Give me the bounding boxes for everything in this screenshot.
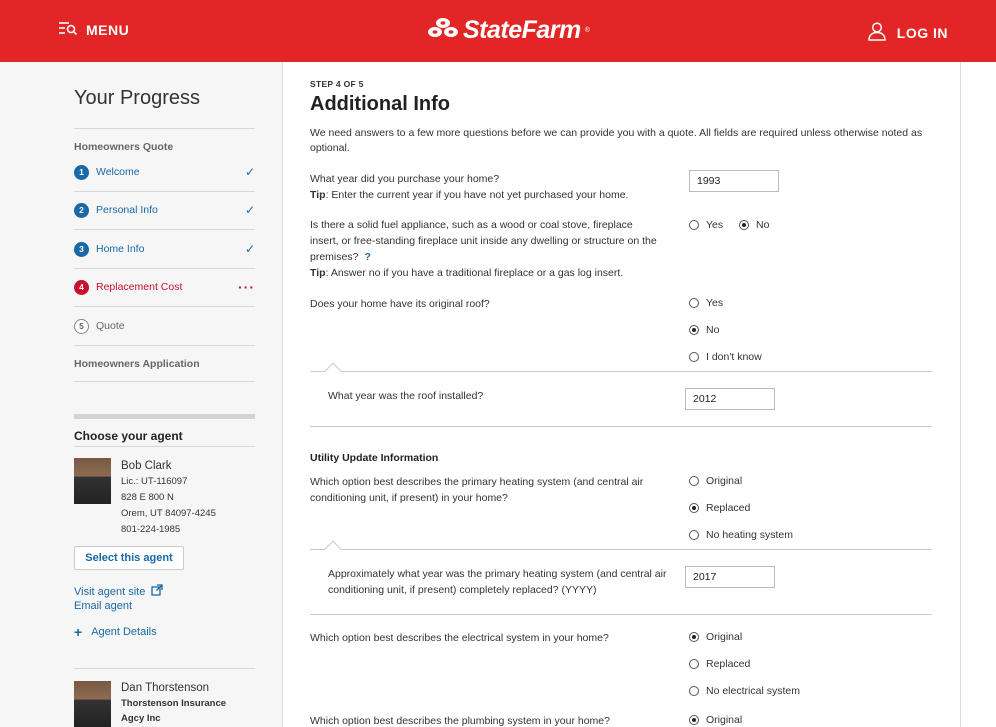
divider bbox=[74, 446, 255, 447]
step-label: Home Info bbox=[96, 243, 145, 255]
divider bbox=[74, 345, 255, 346]
original-roof-question: Does your home have its original roof? bbox=[310, 298, 490, 310]
step-quote bbox=[74, 316, 255, 336]
radio-label: Yes bbox=[706, 297, 724, 309]
visit-agent-site-label: Visit agent site bbox=[74, 585, 146, 598]
agent-photo bbox=[74, 458, 111, 504]
plus-icon: + bbox=[74, 624, 83, 640]
agent-name: Dan Thorstenson bbox=[121, 682, 210, 694]
roof-year-question: What year was the roof installed? bbox=[328, 390, 484, 402]
solid-fuel-question bbox=[310, 217, 660, 281]
step-label: Replacement Cost bbox=[96, 281, 183, 293]
radio-circle bbox=[689, 659, 699, 669]
radio-circle bbox=[689, 220, 699, 230]
radio-label: No electrical system bbox=[706, 685, 800, 697]
radio-label: Replaced bbox=[706, 658, 751, 670]
roof-dont-know-radio[interactable] bbox=[689, 351, 762, 363]
external-link-icon bbox=[151, 584, 163, 599]
question-text: What year did you purchase your home? bbox=[310, 173, 500, 185]
plumbing-original-radio[interactable] bbox=[689, 714, 742, 726]
quote-section-label: Homeowners Quote bbox=[74, 141, 174, 153]
step-number: 5 bbox=[74, 319, 89, 334]
radio-circle bbox=[689, 325, 699, 335]
divider bbox=[74, 268, 255, 269]
step-welcome[interactable] bbox=[74, 162, 255, 182]
solid-fuel-yes-radio[interactable] bbox=[689, 219, 723, 231]
brand-name: StateFarm bbox=[463, 16, 581, 44]
step-number: 1 bbox=[74, 165, 89, 180]
follow-up-divider bbox=[310, 371, 932, 372]
radio-label: Yes bbox=[706, 219, 724, 231]
choose-agent-heading: Choose your agent bbox=[74, 429, 183, 443]
section-divider bbox=[310, 426, 932, 427]
radio-circle bbox=[689, 686, 699, 696]
radio-label: Replaced bbox=[706, 502, 751, 514]
roof-year-input[interactable] bbox=[685, 388, 775, 410]
electrical-original-radio[interactable] bbox=[689, 631, 742, 643]
agent-details-toggle[interactable] bbox=[74, 624, 157, 640]
step-label: Quote bbox=[96, 320, 125, 332]
heating-replaced-radio[interactable] bbox=[689, 502, 750, 514]
step-personal-info[interactable] bbox=[74, 200, 255, 220]
electrical-question: Which option best describes the electrical system in your home? bbox=[310, 632, 609, 644]
step-number: 3 bbox=[74, 242, 89, 257]
menu-button[interactable] bbox=[58, 21, 129, 38]
radio-label: No bbox=[706, 324, 720, 336]
heating-year-input[interactable] bbox=[685, 566, 775, 588]
tip-text: : Enter the current year if you have not yet purchased your home. bbox=[325, 189, 629, 201]
agent-company-line1: Thorstenson Insurance bbox=[121, 698, 227, 709]
divider bbox=[74, 191, 255, 192]
radio-circle bbox=[689, 715, 699, 725]
progress-title: Your Progress bbox=[74, 87, 200, 109]
agent-phone: 801-224-1985 bbox=[121, 524, 181, 535]
application-section-label: Homeowners Application bbox=[74, 358, 200, 370]
agent-company-line2: Agcy Inc bbox=[121, 713, 161, 724]
radio-label: Original bbox=[706, 475, 743, 487]
agent-address-line1: 828 E 800 N bbox=[121, 492, 174, 503]
tip-label: Tip bbox=[310, 189, 326, 201]
user-icon bbox=[867, 21, 887, 44]
utility-heading: Utility Update Information bbox=[310, 452, 439, 464]
menu-label: MENU bbox=[86, 21, 130, 38]
follow-up-divider bbox=[310, 549, 932, 550]
agent-card-bob-clark bbox=[121, 458, 216, 538]
divider bbox=[74, 668, 255, 669]
in-progress-dots-icon: ··· bbox=[238, 279, 255, 295]
page-title: Additional Info bbox=[310, 93, 450, 115]
step-replacement-cost[interactable] bbox=[74, 277, 255, 297]
check-icon: ✓ bbox=[244, 203, 255, 217]
email-agent-link[interactable]: Email agent bbox=[74, 600, 133, 612]
question-text: Is there a solid fuel appliance, such as a wood or coal stove, fireplace insert, or free-standing fireplace unit inside any dwelling or structure on the premises? bbox=[310, 219, 657, 263]
radio-circle bbox=[689, 530, 699, 540]
agent-photo bbox=[74, 681, 111, 727]
divider bbox=[74, 306, 255, 307]
state-farm-logo[interactable] bbox=[427, 16, 590, 45]
purchase-year-input[interactable] bbox=[689, 170, 779, 192]
purchase-year-question bbox=[310, 171, 660, 203]
agent-card-dan-thorstenson bbox=[121, 681, 226, 726]
tip-label: Tip bbox=[310, 267, 326, 279]
login-label: LOG IN bbox=[896, 24, 948, 41]
roof-no-radio[interactable] bbox=[689, 324, 719, 336]
radio-label: No heating system bbox=[706, 529, 793, 541]
check-icon: ✓ bbox=[244, 165, 255, 179]
select-agent-button[interactable]: Select this agent bbox=[74, 546, 184, 570]
main-form bbox=[284, 62, 961, 727]
step-number: 4 bbox=[74, 280, 89, 295]
radio-label: I don't know bbox=[706, 351, 762, 363]
registered-mark: ® bbox=[584, 27, 590, 34]
step-home-info[interactable] bbox=[74, 239, 255, 259]
section-divider bbox=[74, 414, 255, 419]
progress-sidebar bbox=[0, 62, 283, 727]
section-divider bbox=[310, 614, 932, 615]
solid-fuel-no-radio[interactable] bbox=[739, 219, 769, 231]
check-icon: ✓ bbox=[244, 242, 255, 256]
heating-none-radio[interactable] bbox=[689, 529, 793, 541]
heating-question: Which option best describes the primary heating system (and central air conditioning unit, if present) in your home? bbox=[310, 476, 644, 504]
agent-license: Lic.: UT-116097 bbox=[121, 476, 188, 487]
heating-original-radio[interactable] bbox=[689, 475, 742, 487]
heating-year-question: Approximately what year was the primary heating system (and central air conditioning unit, if present) completely replaced? (YYYY) bbox=[328, 568, 667, 596]
login-button[interactable] bbox=[867, 21, 948, 44]
step-label: Welcome bbox=[96, 166, 140, 178]
agent-details-label: Agent Details bbox=[91, 626, 157, 638]
radio-circle bbox=[739, 220, 749, 230]
step-number: 2 bbox=[74, 203, 89, 218]
radio-circle bbox=[689, 298, 699, 308]
radio-label: Original bbox=[706, 714, 743, 726]
roof-yes-radio[interactable] bbox=[689, 297, 723, 309]
radio-circle bbox=[689, 476, 699, 486]
radio-circle bbox=[689, 632, 699, 642]
radio-circle bbox=[689, 352, 699, 362]
radio-label: No bbox=[756, 219, 770, 231]
divider bbox=[74, 229, 255, 230]
step-label: Personal Info bbox=[96, 204, 158, 216]
menu-search-icon bbox=[58, 21, 78, 38]
plumbing-question: Which option best describes the plumbing system in your home? bbox=[310, 715, 610, 727]
agent-address-line2: Orem, UT 84097-4245 bbox=[121, 508, 216, 519]
divider bbox=[74, 381, 255, 382]
agent-name: Bob Clark bbox=[121, 460, 172, 472]
state-farm-ovals-icon bbox=[427, 17, 459, 44]
help-icon[interactable]: ? bbox=[364, 251, 371, 263]
tip-text: : Answer no if you have a traditional fireplace or a gas log insert. bbox=[325, 267, 624, 279]
follow-up-pointer bbox=[325, 541, 342, 558]
intro-text: We need answers to a few more questions before we can provide you with a quote. All fields are required unless otherwise noted as optional. bbox=[310, 127, 923, 154]
divider bbox=[74, 128, 255, 129]
radio-circle bbox=[689, 503, 699, 513]
step-counter: STEP 4 OF 5 bbox=[310, 79, 364, 89]
visit-agent-site-link[interactable] bbox=[74, 584, 163, 599]
follow-up-pointer bbox=[325, 363, 342, 380]
electrical-replaced-radio[interactable] bbox=[689, 658, 750, 670]
electrical-none-radio[interactable] bbox=[689, 685, 800, 697]
header bbox=[0, 0, 996, 62]
radio-label: Original bbox=[706, 631, 743, 643]
